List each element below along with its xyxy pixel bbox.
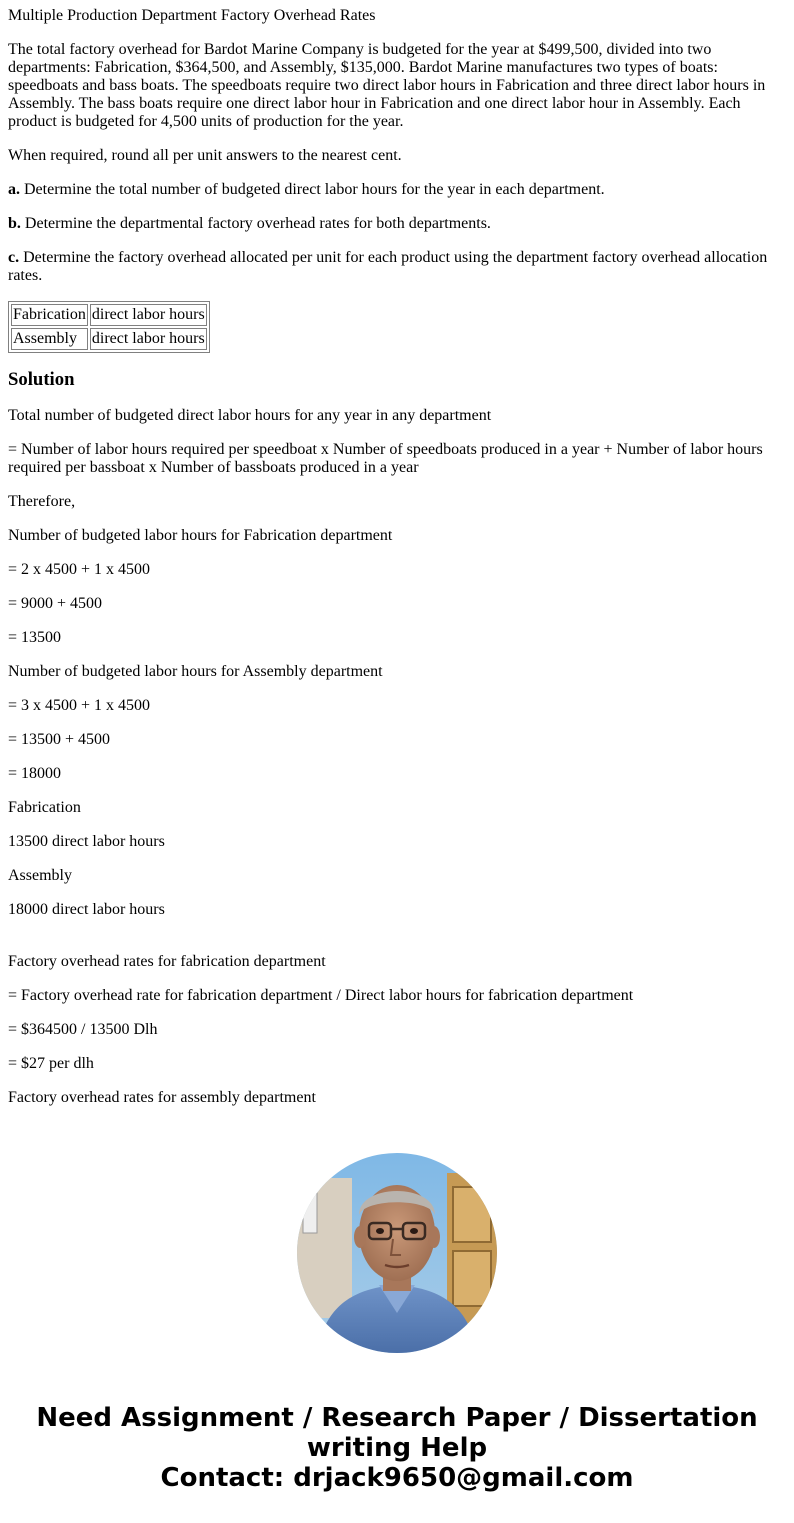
solution-line: Total number of budgeted direct labor hours for any year in any department — [8, 407, 492, 424]
solution-line: = Factory overhead rate for fabrication department / Direct labor hours for fabrication department — [8, 987, 634, 1004]
table-cell-unit: direct labor hours — [90, 304, 207, 326]
solution-line: = $364500 / 13500 Dlh — [8, 1021, 158, 1038]
solution-heading: Solution — [8, 369, 75, 390]
solution-line: = $27 per dlh — [8, 1055, 94, 1072]
part-a — [8, 181, 780, 199]
solution-line: 18000 direct labor hours — [8, 901, 165, 918]
section-spacer — [8, 935, 780, 953]
part-c-letter: c. — [8, 249, 20, 266]
solution-line: = 9000 + 4500 — [8, 595, 103, 612]
table-row — [11, 304, 207, 326]
promo-line-1: Need Assignment / Research Paper / Dissertation — [36, 1403, 758, 1433]
part-c-text: Determine the factory overhead allocated per unit for each product using the department factory overhead allocation rates. — [8, 249, 768, 284]
answer-table — [8, 301, 210, 353]
table-cell-dept: Assembly — [11, 328, 88, 350]
question-title: Multiple Production Department Factory Overhead Rates — [8, 7, 376, 24]
solution-line: 13500 direct labor hours — [8, 833, 165, 850]
document-body — [8, 7, 780, 1123]
part-a-text: Determine the total number of budgeted direct labor hours for the year in each department. — [20, 181, 605, 198]
tutor-avatar — [297, 1153, 497, 1353]
solution-line: Assembly — [8, 867, 72, 884]
solution-line: = 13500 + 4500 — [8, 731, 111, 748]
solution-line: = Number of labor hours required per speedboat x Number of speedboats produced in a year + Number of labor hours required per bassboat x Number of bassboats produced in a year — [8, 441, 763, 476]
solution-line: Factory overhead rates for assembly department — [8, 1089, 316, 1106]
solution-line: = 2 x 4500 + 1 x 4500 — [8, 561, 151, 578]
part-b — [8, 215, 780, 233]
solution-part1 — [8, 407, 780, 919]
table-cell-unit: direct labor hours — [90, 328, 207, 350]
part-b-letter: b. — [8, 215, 21, 232]
solution-line: Number of budgeted labor hours for Fabrication department — [8, 527, 393, 544]
solution-line: = 3 x 4500 + 1 x 4500 — [8, 697, 151, 714]
solution-line: Fabrication — [8, 799, 81, 816]
question-intro: The total factory overhead for Bardot Marine Company is budgeted for the year at $499,500, divided into two departments: Fabrication, $364,500, and Assembly, $135,000. Bardot Marine manufactures two types of boats: speedboats and bass boats. The speedboats require two direct labor hours in Fabrication and three direct labor hours in Assembly. The bass boats require one direct labor hour in Fabrication and one direct labor hour in Assembly. Each product is budgeted for 4,500 units of production for the year. — [8, 41, 766, 130]
promo-contact: Contact: drjack9650@gmail.com — [160, 1463, 634, 1493]
solution-line: Factory overhead rates for fabrication department — [8, 953, 326, 970]
part-a-letter: a. — [8, 181, 20, 198]
promo-line-2: writing Help — [306, 1433, 488, 1463]
part-b-text: Determine the departmental factory overhead rates for both departments. — [20, 215, 491, 232]
table-row — [11, 328, 207, 350]
solution-part2 — [8, 953, 780, 1107]
rounding-note: When required, round all per unit answers to the nearest cent. — [8, 147, 402, 164]
promo-banner — [0, 1403, 794, 1493]
avatar-photo-illustration — [297, 1153, 497, 1353]
part-c — [8, 249, 780, 285]
table-cell-dept: Fabrication — [11, 304, 88, 326]
solution-line: = 18000 — [8, 765, 62, 782]
solution-line: = 13500 — [8, 629, 62, 646]
solution-line: Therefore, — [8, 493, 76, 510]
solution-line: Number of budgeted labor hours for Assembly department — [8, 663, 383, 680]
